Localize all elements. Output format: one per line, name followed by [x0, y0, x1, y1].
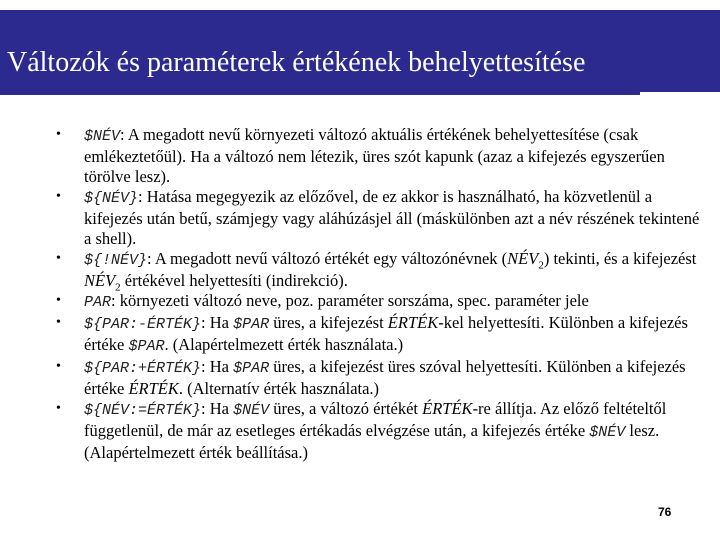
bullet-text: : környezeti változó neve, poz. paraméter sorszáma, spec. paraméter jele [111, 291, 589, 310]
bullet-text: -kel helyettesíti. Különben a kifejezés értéke [84, 313, 688, 354]
bullet-code: ${PAR:+ÉRTÉK} [84, 360, 202, 377]
bullet-subscript: 2 [538, 259, 544, 272]
bullet-text: üres, a változó értékét [269, 399, 423, 418]
bullet-text: értékével helyettesíti (indirekció). [120, 271, 348, 290]
bullet-italic: NÉV [84, 271, 116, 290]
bullet-list [56, 125, 706, 463]
bullet-text: : Ha [201, 357, 234, 376]
bullet-text: : Hatása megegyezik az előzővel, de ez akkor is használható, ha közvetlenül a kifejezés után betű, számjegy vagy aláhúzásjel áll (máskülönben azt a név részének tekintené a shell). [84, 187, 700, 248]
bullet-icon: • [56, 315, 61, 330]
page-number: 76 [658, 505, 672, 519]
bullet-code: PAR [84, 294, 112, 311]
bullet-text: . (Alternatív érték használata.) [178, 379, 380, 398]
bullet-icon: • [56, 401, 61, 416]
bullet-code: $PAR [233, 360, 270, 377]
bullet-code: ${NÉV:=ÉRTÉK} [84, 402, 202, 419]
bullet-text: üres, a kifejezést [269, 313, 388, 332]
bullet-code: ${!NÉV} [84, 252, 148, 269]
bullet-text: lesz. (Alapértelmezett érték beállítása.) [84, 421, 660, 462]
bullet-code: $PAR [128, 338, 165, 355]
bullet-text: -re állítja. Az előző feltételtől függetlenül, de már az esetleges értékadás elvégzése után, a kifejezés értéke [84, 399, 667, 440]
bullet-text: üres, a kifejezést üres szóval helyettesíti. Különben a kifejezés értéke [84, 357, 686, 398]
bullet-item [56, 125, 706, 187]
bullet-item [56, 187, 706, 249]
bullet-text: : Ha [201, 313, 234, 332]
bullet-item [56, 249, 706, 294]
bullet-item [56, 291, 706, 313]
bullet-icon: • [56, 251, 61, 266]
bullet-icon: • [56, 293, 61, 308]
bullet-text: : Ha [201, 399, 234, 418]
bullet-item [56, 399, 706, 463]
bullet-code: ${NÉV} [84, 190, 139, 207]
bullet-icon: • [56, 359, 61, 374]
bullet-text: : A megadott nevű változó értékét egy változónévnek ( [147, 249, 508, 268]
title-underline [0, 92, 640, 95]
bullet-code: $PAR [233, 316, 270, 333]
bullet-code: ${PAR:-ÉRTÉK} [84, 316, 202, 333]
bullet-code: $NÉV [84, 128, 121, 145]
slide-title: Változók és paraméterek értékének behelyettesítése [7, 47, 586, 78]
bullet-icon: • [56, 189, 61, 204]
bullet-text: . (Alapértelmezett érték használata.) [164, 335, 404, 354]
title-bar [0, 10, 720, 92]
bullet-text: ) tekinti, és a kifejezést [543, 249, 697, 268]
bullet-italic: ÉRTÉK [128, 379, 179, 398]
bullet-italic: ÉRTÉK [422, 399, 473, 418]
bullet-text: : A megadott nevű környezeti változó aktuális értékének behelyettesítése (csak emlékeztetőül). Ha a változó nem létezik, üres szót kapunk (azaz a kifejezés egyszerűen törölve lesz). [84, 125, 665, 186]
bullet-code: $NÉV [233, 402, 270, 419]
bullet-italic: NÉV [507, 249, 539, 268]
bullet-icon: • [56, 127, 61, 142]
bullet-item [56, 313, 706, 357]
bullet-item [56, 357, 706, 399]
bullet-code: $NÉV [589, 424, 626, 441]
bullet-italic: ÉRTÉK [387, 313, 439, 332]
bullet-subscript: 2 [115, 281, 121, 294]
